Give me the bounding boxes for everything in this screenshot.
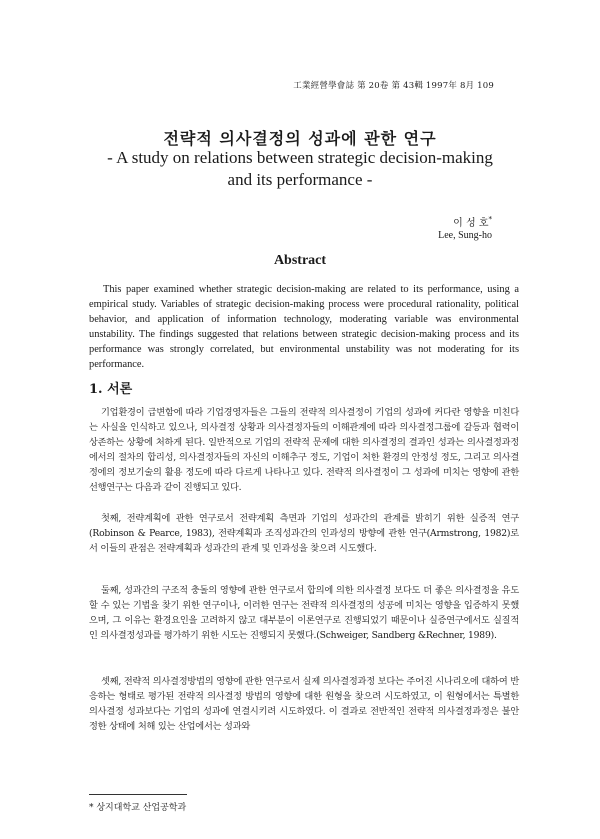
english-title-line1: - A study on relations between strategic decision-making bbox=[107, 148, 493, 167]
english-title-line2: and its performance - bbox=[227, 170, 373, 189]
intro-paragraph: 셋째, 전략적 의사결정방법의 영향에 관한 연구로서 실제 의사결정과정 보다는 주어진 시나리오에 대하여 반응하는 형태로 평가된 전략적 의사결정 방법의 영향에 대한 원형을 찾으려 시도하였고, 이 원형에서는 특별한 의사결정 성과보다는 기업의 성과에 연결시키려 시도하였다. 이 결과로 전반적인 전략적 의사결정과정은 불안정한 상태에 처해 있는 산업에서는 성과와 bbox=[89, 676, 519, 732]
intro-paragraph: 기업환경이 급변함에 따라 기업경영자들은 그들의 전략적 의사결정이 기업의 성과에 커다란 영향을 미친다는 사실을 인식하고 있으나, 의사결정 상황과 의사결정자들의 이해관계에 따라 의사결정그룹에 갈등과 협력이 상존하는 상황에 처하게 된다. 일반적으로 기업의 전략적 문제에 대한 의사결정의 결과인 성과는 의사결정과정에서의 절차의 합리성, 의사결정자들의 자신의 이해추구 정도, 기업이 처한 환경의 안정성 정도, 그리고 의사결정에의 정보기술의 활용 정도에 따라 다르게 나타나고 있다. 전략적 의사결정이 그 성과에 미치는 영향에 관한 선행연구는 다음과 같이 진행되고 있다. bbox=[89, 407, 519, 493]
intro-paragraph: 둘째, 성과간의 구조적 충돌의 영향에 관한 연구로서 합의에 의한 의사결정 보다도 더 좋은 의사결정을 유도할 수 있는 기법을 찾기 위한 연구이나, 이러한 연구는 전략적 의사결정의 성공에 미치는 영향을 입증하지 못했으며, 그 이유는 환경요인을 고려하지 않고 대부분이 이론연구로 진행되었기 때문이나 실증연구에서도 실질적인 의사결정성과를 평가하기 위한 시도는 진행되지 못했다.(Schweiger, Sandberg &Rechner, 1989). bbox=[89, 585, 519, 641]
author-english: Lee, Sung-ho bbox=[438, 230, 492, 241]
korean-title: 전략적 의사결정의 성과에 관한 연구 bbox=[163, 129, 437, 148]
section-heading-introduction: 1. 서론 bbox=[89, 382, 133, 397]
author-korean bbox=[453, 214, 492, 229]
journal-header: 工業經營學會誌 第 20卷 第 43輯 1997年 8月 109 bbox=[293, 81, 494, 91]
footnote-divider bbox=[89, 794, 187, 795]
author-footnote-mark: * bbox=[488, 215, 492, 224]
intro-paragraph: 첫째, 전략계획에 관한 연구로서 전략계획 측면과 기업의 성과간의 관계를 밝히기 위한 실증적 연구(Robinson & Pearce, 1983), 전략계획과 조직성과간의 인과성의 방향에 관한 연구(Armstrong, 1982)로서 이들의 관점은 전략계획과 성과간의 관계 및 인과성을 찾으려 시도했다. bbox=[89, 513, 519, 554]
footnote-affiliation: * 상지대학교 산업공학과 bbox=[89, 803, 187, 813]
author-korean-name: 이 성 호 bbox=[453, 218, 489, 229]
abstract-heading: Abstract bbox=[273, 253, 327, 268]
abstract-body: This paper examined whether strategic decision-making are related to its performance, using a empirical study. Variables of strategic decision-making process were procedural rationality, political behavior, and application of information technology, moderating variable was environmental unstability. The findings suggested that relations between strategic decision-making process and its performance was strongly correlated, but environmental unstability was not moderating for its performance. bbox=[89, 284, 519, 371]
